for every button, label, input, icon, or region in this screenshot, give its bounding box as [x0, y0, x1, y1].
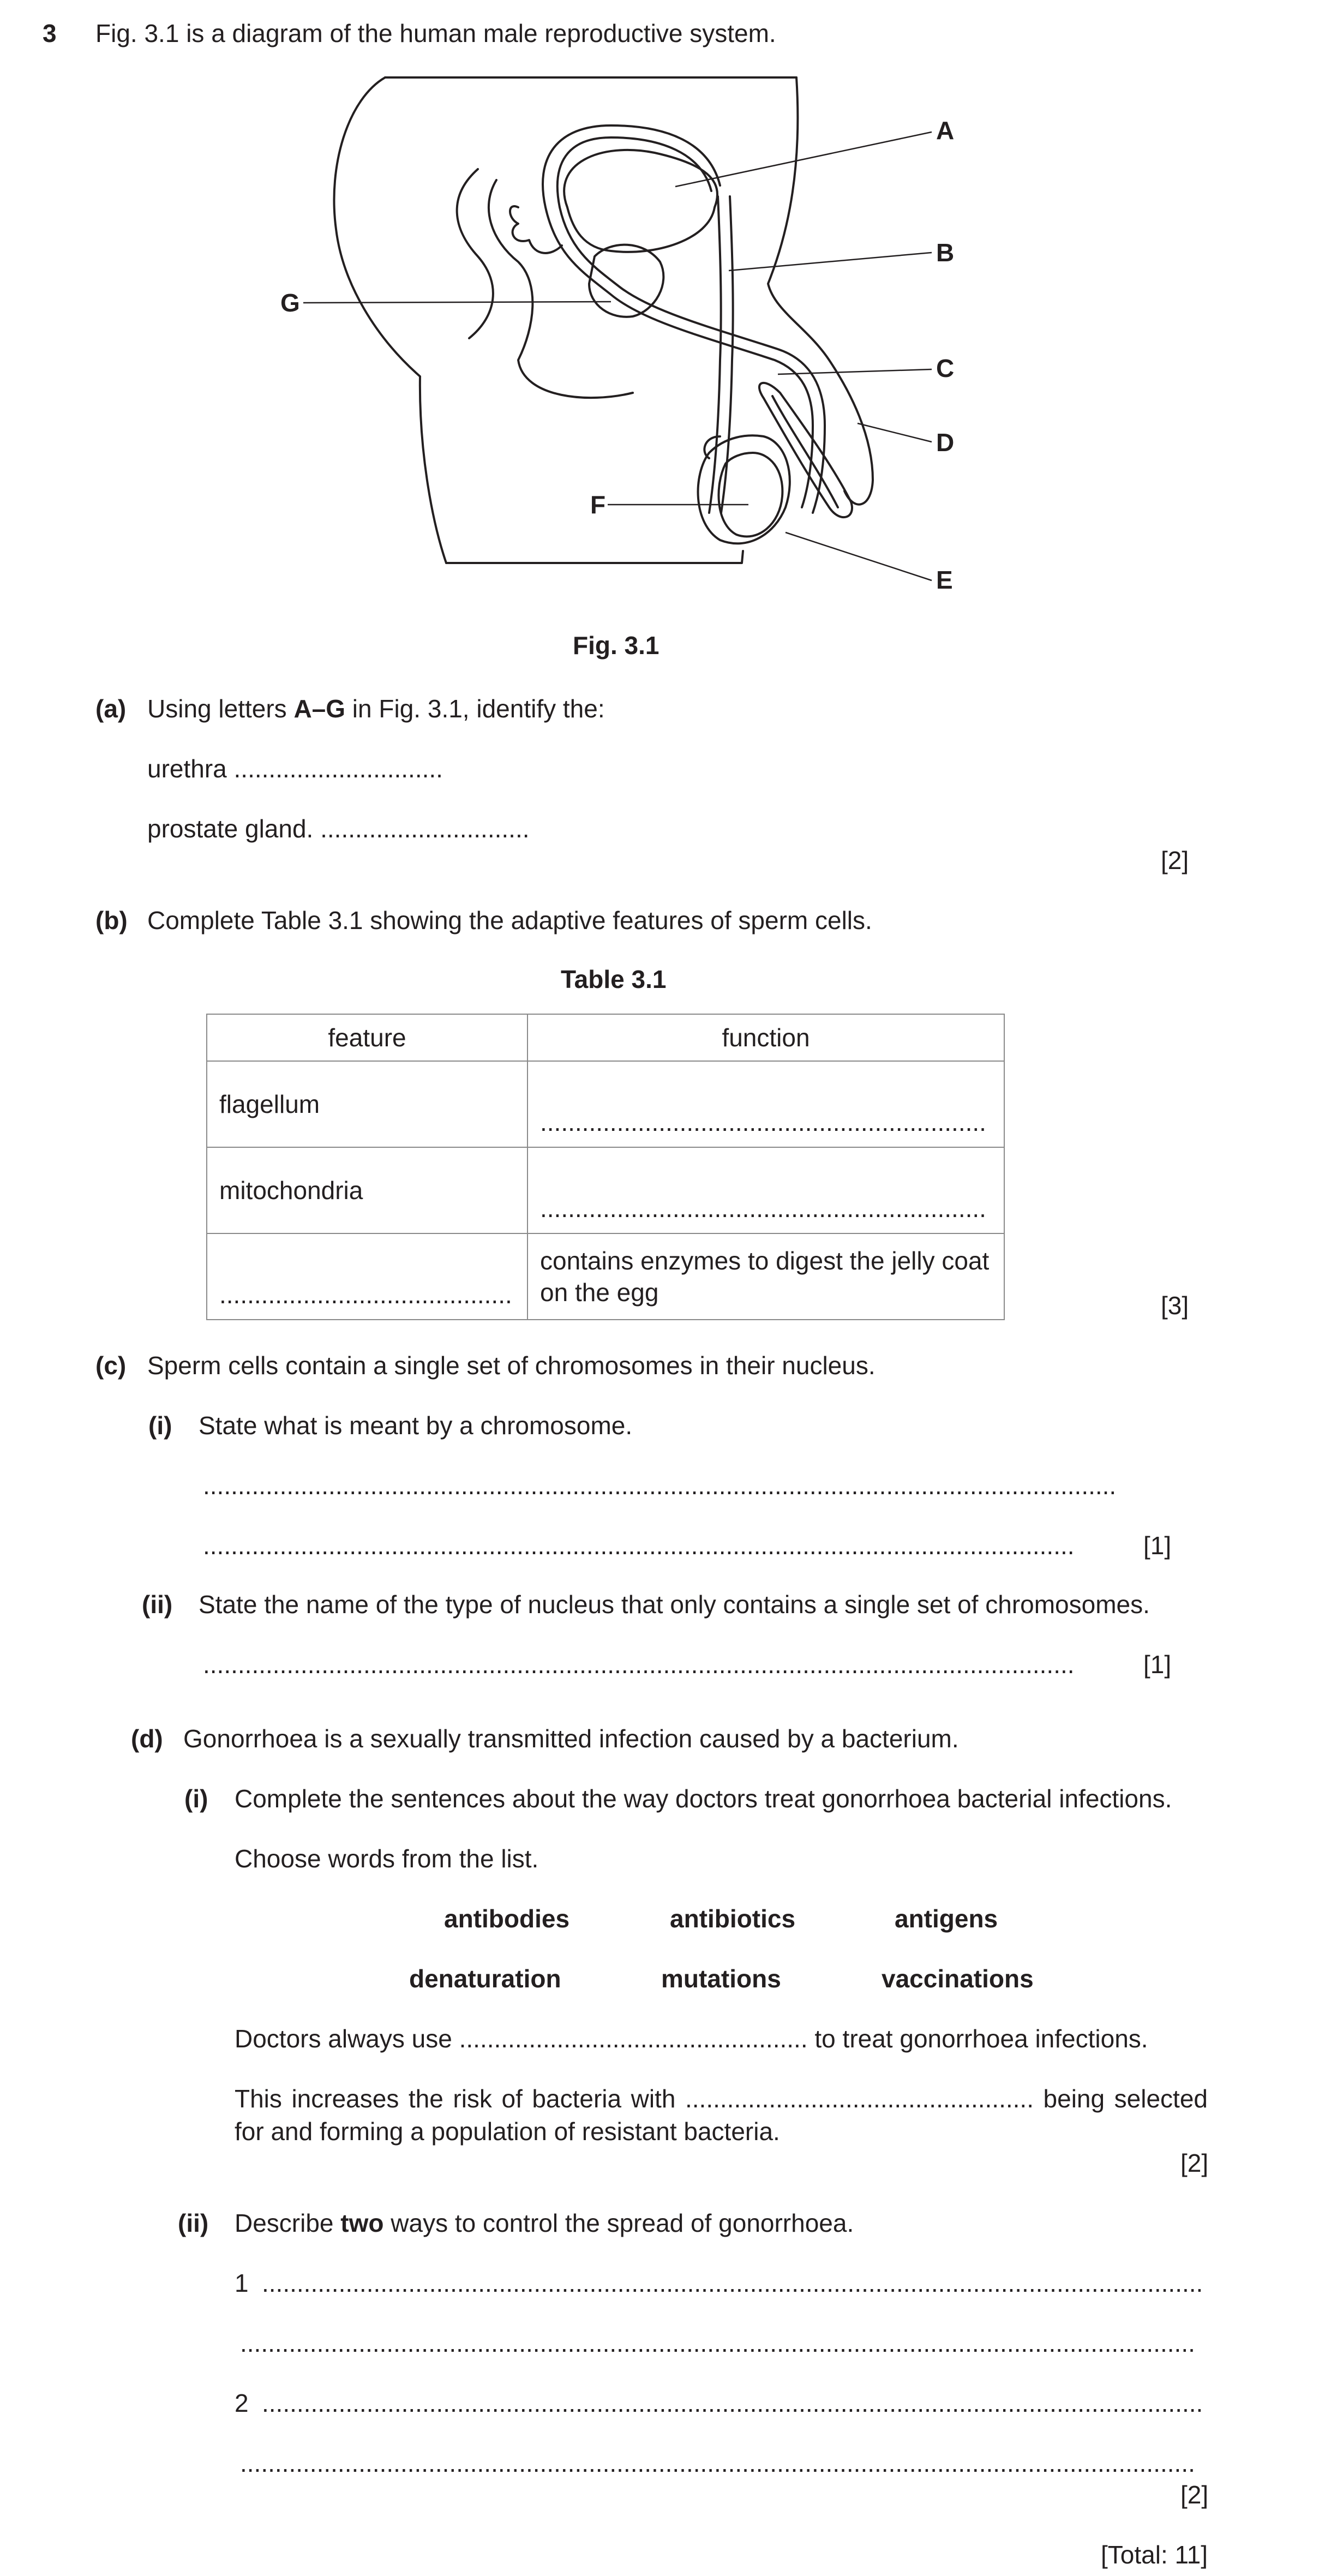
- part-a-prompt: Using letters A–G in Fig. 3.1, identify the:: [147, 694, 605, 723]
- table-cell-feature: mitochondria: [207, 1147, 527, 1233]
- part-c-i-answer-line-2[interactable]: .............................................................................................................................: [203, 1531, 1075, 1560]
- part-d-ii-answer-number-1: 1: [235, 2269, 249, 2297]
- figure-caption: Fig. 3.1: [573, 631, 660, 660]
- table-cell-feature: flagellum: [207, 1061, 527, 1147]
- pointer-g: [303, 302, 611, 303]
- pointer-e: [786, 532, 932, 580]
- question-number: 3: [43, 19, 57, 47]
- figure-label-c: C: [936, 354, 955, 382]
- adaptive-features-table: [206, 1014, 1005, 1320]
- seminal-vesicle: [510, 206, 562, 253]
- part-d-ii-answer-line-1[interactable]: .......................................................................................................................................: [262, 2269, 1203, 2297]
- urethra-outer: [709, 196, 721, 513]
- table-cell-feature-answer[interactable]: ..........................................: [207, 1233, 527, 1320]
- table-title: Table 3.1: [561, 965, 667, 993]
- reproductive-system-diagram: [0, 0, 1319, 600]
- part-d-label: (d): [131, 1724, 163, 1753]
- table-header-feature: feature: [207, 1014, 527, 1061]
- figure-label-f: F: [590, 490, 606, 519]
- body-outline-back: [334, 77, 446, 563]
- part-d-choose: Choose words from the list.: [235, 1844, 539, 1873]
- testis: [718, 453, 782, 537]
- part-c-ii-answer-line[interactable]: .............................................................................................................................: [203, 1650, 1075, 1679]
- part-d-sentence-2a[interactable]: This increases the risk of bacteria with .................................................. being selected: [235, 2084, 1208, 2113]
- part-d-sentence-2b: for and forming a population of resistant bacteria.: [235, 2117, 780, 2146]
- part-d-prompt: Gonorrhoea is a sexually transmitted infection caused by a bacterium.: [183, 1724, 959, 1753]
- part-d-sentence-1[interactable]: Doctors always use .................................................. to treat gonorrhoea infections.: [235, 2024, 1148, 2053]
- total-marks: [Total: 11]: [1101, 2541, 1208, 2569]
- part-a-marks: [2]: [1161, 846, 1189, 874]
- figure-label-d: D: [936, 428, 955, 457]
- part-d-ii-prompt: Describe two ways to control the spread of gonorrhoea.: [235, 2209, 854, 2237]
- part-d-ii-answer-line-1b[interactable]: .........................................................................................................................................: [240, 2329, 1195, 2357]
- word-mutations: mutations: [661, 1964, 781, 1993]
- body-outline-bottom: [446, 551, 743, 563]
- part-d-i-prompt: Complete the sentences about the way doctors treat gonorrhoea bacterial infections.: [235, 1784, 1172, 1813]
- figure-label-a: A: [936, 116, 955, 145]
- figure-label-b: B: [936, 238, 955, 267]
- part-d-i-label: (i): [184, 1784, 208, 1813]
- table-cell-function: contains enzymes to digest the jelly coat on the egg: [527, 1233, 1004, 1320]
- part-a-urethra-answer[interactable]: urethra ..............................: [147, 754, 443, 783]
- table-header-row: [207, 1014, 1004, 1061]
- table-cell-function-answer[interactable]: ................................................................: [527, 1061, 1004, 1147]
- table-cell-function-answer[interactable]: ................................................................: [527, 1147, 1004, 1233]
- figure-label-g: G: [280, 289, 300, 317]
- part-c-ii-prompt: State the name of the type of nucleus that only contains a single set of chromosomes.: [199, 1590, 1150, 1619]
- part-c-i-prompt: State what is meant by a chromosome.: [199, 1411, 633, 1440]
- part-c-ii-label: (ii): [142, 1590, 173, 1619]
- word-antibodies: antibodies: [444, 1904, 570, 1933]
- part-c-i-answer-line-1[interactable]: ...................................................................................................................................: [203, 1471, 1117, 1500]
- table-row: [207, 1233, 1004, 1320]
- pointer-a: [675, 132, 932, 187]
- word-denaturation: denaturation: [409, 1964, 561, 1993]
- part-d-ii-marks: [2]: [1180, 2481, 1209, 2509]
- part-d-ii-answer-number-2: 2: [235, 2389, 249, 2417]
- word-antigens: antigens: [895, 1904, 998, 1933]
- part-a-label: (a): [95, 694, 127, 723]
- part-d-i-marks: [2]: [1180, 2149, 1209, 2177]
- word-antibiotics: antibiotics: [670, 1904, 796, 1933]
- word-vaccinations: vaccinations: [882, 1964, 1034, 1993]
- part-d-ii-label: (ii): [178, 2209, 209, 2237]
- part-c-label: (c): [95, 1351, 127, 1380]
- part-c-prompt: Sperm cells contain a single set of chromosomes in their nucleus.: [147, 1351, 876, 1380]
- part-a-prostate-answer[interactable]: prostate gland. ..............................: [147, 814, 530, 843]
- question-intro: Fig. 3.1 is a diagram of the human male reproductive system.: [95, 19, 776, 47]
- part-b-prompt: Complete Table 3.1 showing the adaptive features of sperm cells.: [147, 906, 872, 934]
- pointer-b: [729, 253, 932, 271]
- pointer-c: [778, 369, 932, 374]
- part-d-ii-answer-line-2[interactable]: .......................................................................................................................................: [262, 2389, 1203, 2417]
- rectum: [457, 169, 493, 338]
- table-row: [207, 1061, 1004, 1147]
- part-c-i-label: (i): [148, 1411, 172, 1440]
- part-b-marks: [3]: [1161, 1291, 1189, 1320]
- table-header-function: function: [527, 1014, 1004, 1061]
- bladder: [564, 150, 717, 252]
- figure-label-e: E: [936, 566, 953, 594]
- part-b-label: (b): [95, 906, 128, 934]
- part-d-ii-answer-line-2b[interactable]: .........................................................................................................................................: [240, 2449, 1195, 2477]
- body-outline-front: [768, 77, 873, 505]
- pointer-d: [858, 423, 932, 442]
- part-c-ii-marks: [1]: [1143, 1650, 1172, 1679]
- table-row: [207, 1147, 1004, 1233]
- part-c-i-marks: [1]: [1143, 1531, 1172, 1560]
- urethra-inner: [721, 196, 733, 513]
